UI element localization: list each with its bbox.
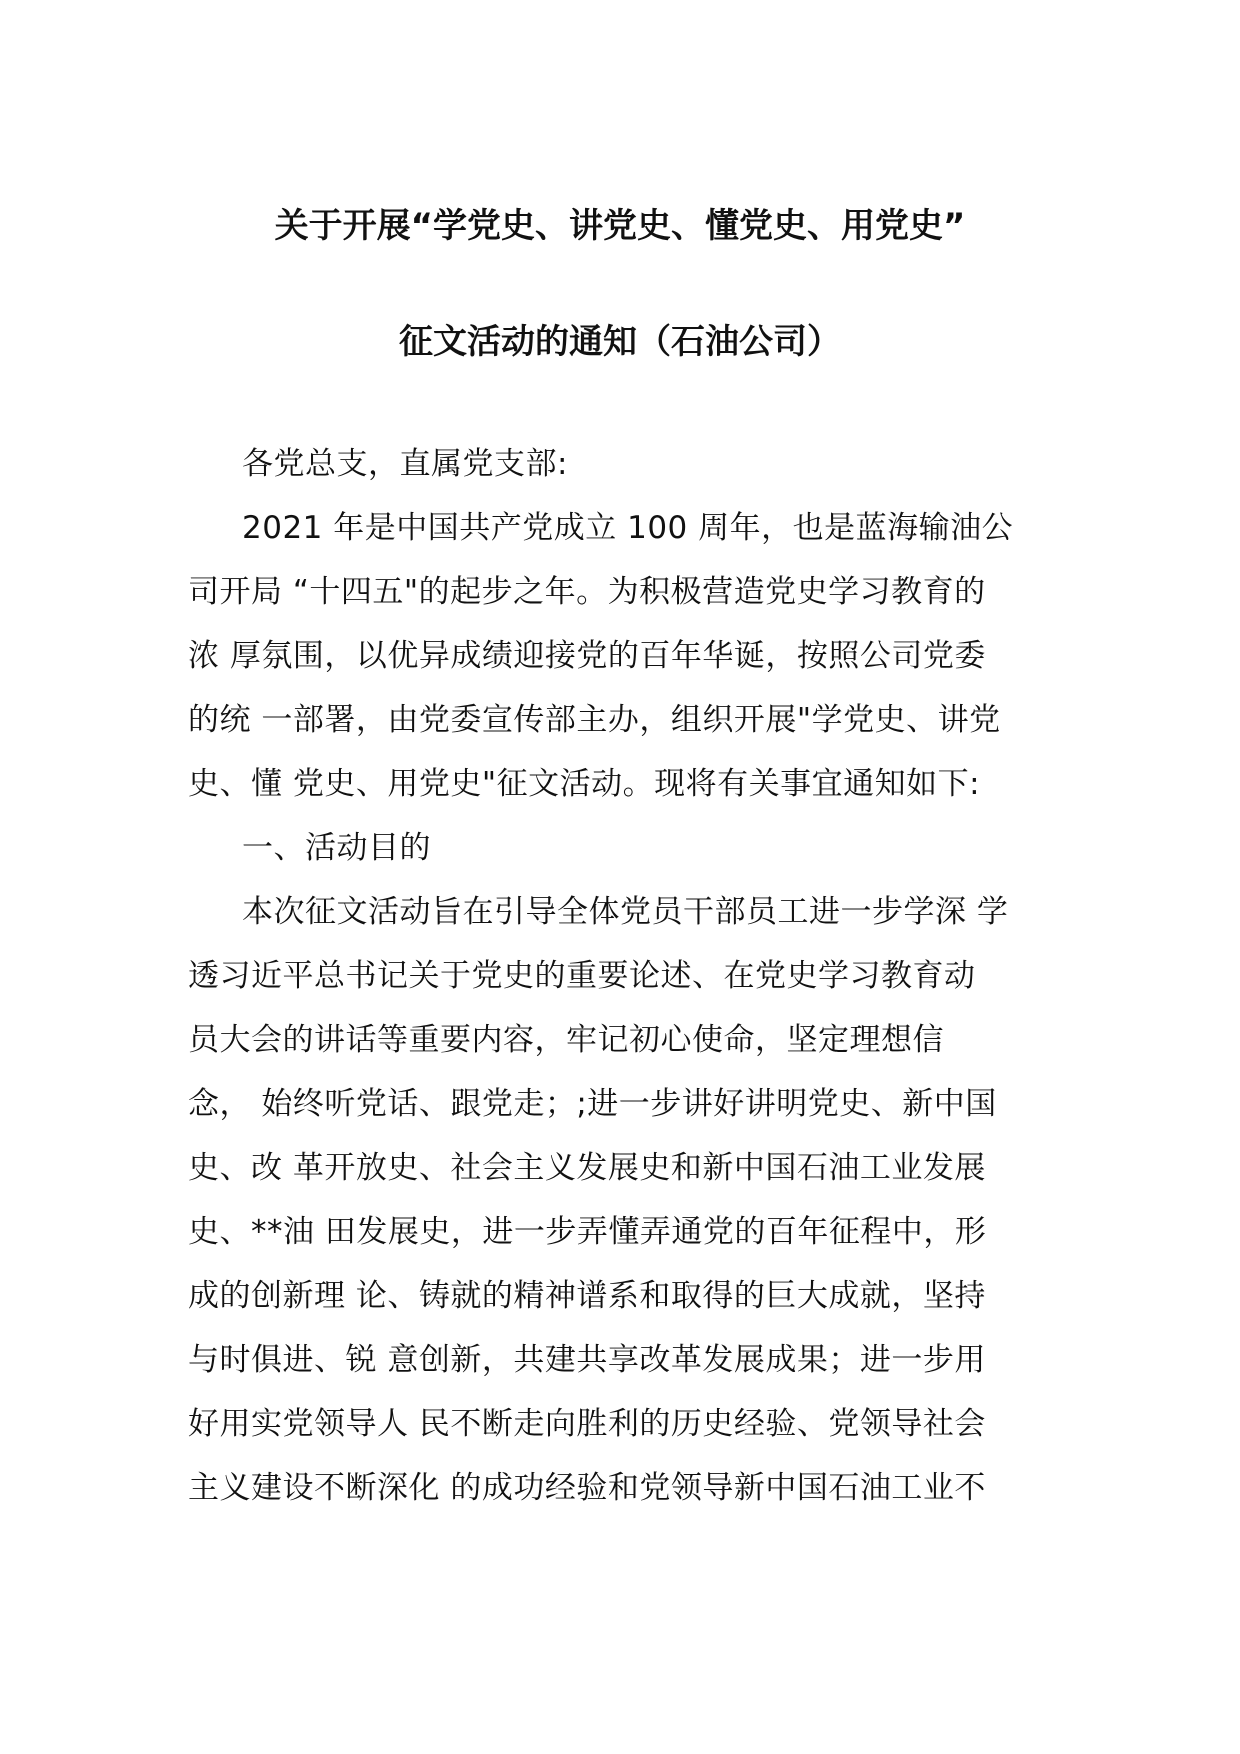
section-1-heading: 一、活动目的 [242,830,431,866]
paragraph-2-line: 好用实党领导人 民不断走向胜利的历史经验、党领导社会 [188,1406,986,1442]
paragraph-1-line: 浓 厚氛围，以优异成绩迎接党的百年华诞，按照公司党委 [188,638,986,674]
paragraph-1-line: 的统 一部署，由党委宣传部主办，组织开展"学党史、讲党 [188,702,1001,738]
paragraph-2-line: 本次征文活动旨在引导全体党员干部员工进一步学深 学 [242,894,1009,930]
document-title-line-2: 征文活动的通知（石油公司） [399,322,841,362]
paragraph-2-line: 主义建设不断深化 的成功经验和党领导新中国石油工业不 [188,1470,986,1506]
paragraph-1-line: 2021 年是中国共产党成立 100 周年，也是蓝海输油公 [242,510,1014,546]
paragraph-2-line: 与时俱进、锐 意创新，共建共享改革发展成果；进一步用 [188,1342,986,1378]
paragraph-2-line: 史、**油 田发展史，进一步弄懂弄通党的百年征程中，形 [188,1214,987,1250]
paragraph-2-line: 史、改 革开放史、社会主义发展史和新中国石油工业发展 [188,1150,986,1186]
paragraph-1-line: 司开局 “十四五"的起步之年。为积极营造党史学习教育的 [188,574,986,610]
paragraph-2-line: 员大会的讲话等重要内容，牢记初心使命，坚定理想信 [188,1022,944,1058]
paragraph-1-line: 史、懂 党史、用党史"征文活动。现将有关事宜通知如下: [188,766,981,802]
salutation: 各党总支，直属党支部: [242,446,568,482]
paragraph-2-line: 念， 始终听党话、跟党走；;进一步讲好讲明党史、新中国 [188,1086,997,1122]
paragraph-2-line: 透习近平总书记关于党史的重要论述、在党史学习教育动 [188,958,976,994]
document-title-line-1: 关于开展“学党史、讲党史、懂党史、用党史” [274,206,966,246]
paragraph-2-line: 成的创新理 论、铸就的精神谱系和取得的巨大成就，坚持 [188,1278,986,1314]
